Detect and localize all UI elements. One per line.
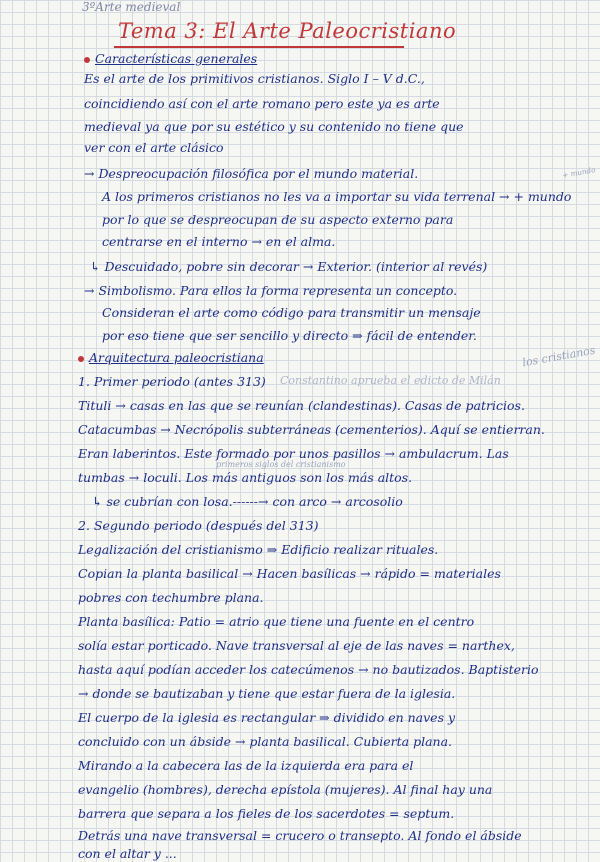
- note-line: Mirando a la cabecera las de la izquierda era para el: [78, 758, 414, 773]
- note-line: Detrás una nave transversal = crucero o transepto. Al fondo el ábside: [78, 828, 522, 843]
- note-line: con el altar y ...: [78, 846, 177, 861]
- title-underline: [114, 46, 404, 48]
- note-line: 1. Primer periodo (antes 313): [78, 374, 266, 389]
- note-line: A los primeros cristianos no les va a importar su vida terrenal → + mundo: [102, 189, 572, 204]
- note-line: Consideran el arte como código para transmitir un mensaje: [102, 305, 481, 320]
- note-line: Planta basílica: Patio = atrio que tiene una fuente en el centro: [78, 614, 475, 629]
- bullet-icon: [78, 356, 84, 362]
- note-line: Tituli → casas en las que se reunían (clandestinas). Casas de patricios.: [78, 398, 525, 413]
- note-line: evangelio (hombres), derecha epístola (mujeres). Al final hay una: [78, 782, 493, 797]
- note-line: → Simbolismo. Para ellos la forma representa un concepto.: [84, 283, 458, 298]
- note-line: Es el arte de los primitivos cristianos. Siglo I – V d.C.,: [84, 71, 425, 86]
- note-line: Catacumbas → Necrópolis subterráneas (cementerios). Aquí se entierran.: [78, 422, 545, 437]
- note-line: hasta aquí podían acceder los catecúmenos → no bautizados. Baptisterio: [78, 662, 539, 677]
- note-line: por lo que se despreocupan de su aspecto externo para: [102, 212, 454, 227]
- note-line: por eso tiene que ser sencillo y directo ⇒ fácil de entender.: [102, 328, 477, 343]
- note-line: coincidiendo así con el arte romano pero este ya es arte: [84, 96, 440, 111]
- note-line: Legalización del cristianismo ⇒ Edificio realizar rituales.: [78, 542, 439, 557]
- section-heading-caracteristicas: Características generales: [84, 51, 257, 67]
- page-title: Tema 3: El Arte Paleocristiano: [118, 19, 457, 43]
- note-line: concluido con un ábside → planta basilical. Cubierta plana.: [78, 734, 453, 749]
- note-line: medieval ya que por su estético y su contenido no tiene que: [84, 119, 464, 134]
- note-line: solía estar porticado. Nave transversal al eje de las naves = narthex,: [78, 638, 515, 653]
- bullet-icon: [84, 57, 90, 63]
- note-line: ↳ se cubrían con losa.------→ con arco → arcosolio: [92, 494, 403, 509]
- note-line: ↳ Descuidado, pobre sin decorar → Exterior. (interior al revés): [90, 259, 488, 274]
- note-line: ver con el arte clásico: [84, 140, 224, 155]
- note-line: pobres con techumbre plana.: [78, 590, 264, 605]
- faded-note: Constantino aprueba el edicto de Milán: [280, 374, 501, 387]
- note-line: Copian la planta basilical → Hacen basílicas → rápido = materiales: [78, 566, 501, 581]
- small-note: primeros siglos del cristianismo: [216, 460, 346, 469]
- subject-header: 3ºArte medieval: [82, 0, 181, 14]
- note-line: 2. Segundo periodo (después del 313): [78, 518, 319, 533]
- note-line: barrera que separa a los fieles de los sacerdotes = septum.: [78, 806, 455, 821]
- note-line: → donde se bautizaban y tiene que estar fuera de la iglesia.: [78, 686, 456, 701]
- note-line: Eran laberintos. Este formado por unos pasillos → ambulacrum. Las: [78, 446, 509, 461]
- margin-note: los cristianos: [521, 343, 597, 370]
- note-line: centrarse en el interno → en el alma.: [102, 234, 336, 249]
- note-line: tumbas → loculi. Los más antiguos son los más altos.: [78, 470, 413, 485]
- margin-note: + mundo: [561, 165, 597, 180]
- note-line: El cuerpo de la iglesia es rectangular ⇒ dividido en naves y: [78, 710, 456, 725]
- section-heading-arquitectura: Arquitectura paleocristiana: [78, 350, 264, 366]
- note-line: → Despreocupación filosófica por el mundo material.: [84, 166, 419, 181]
